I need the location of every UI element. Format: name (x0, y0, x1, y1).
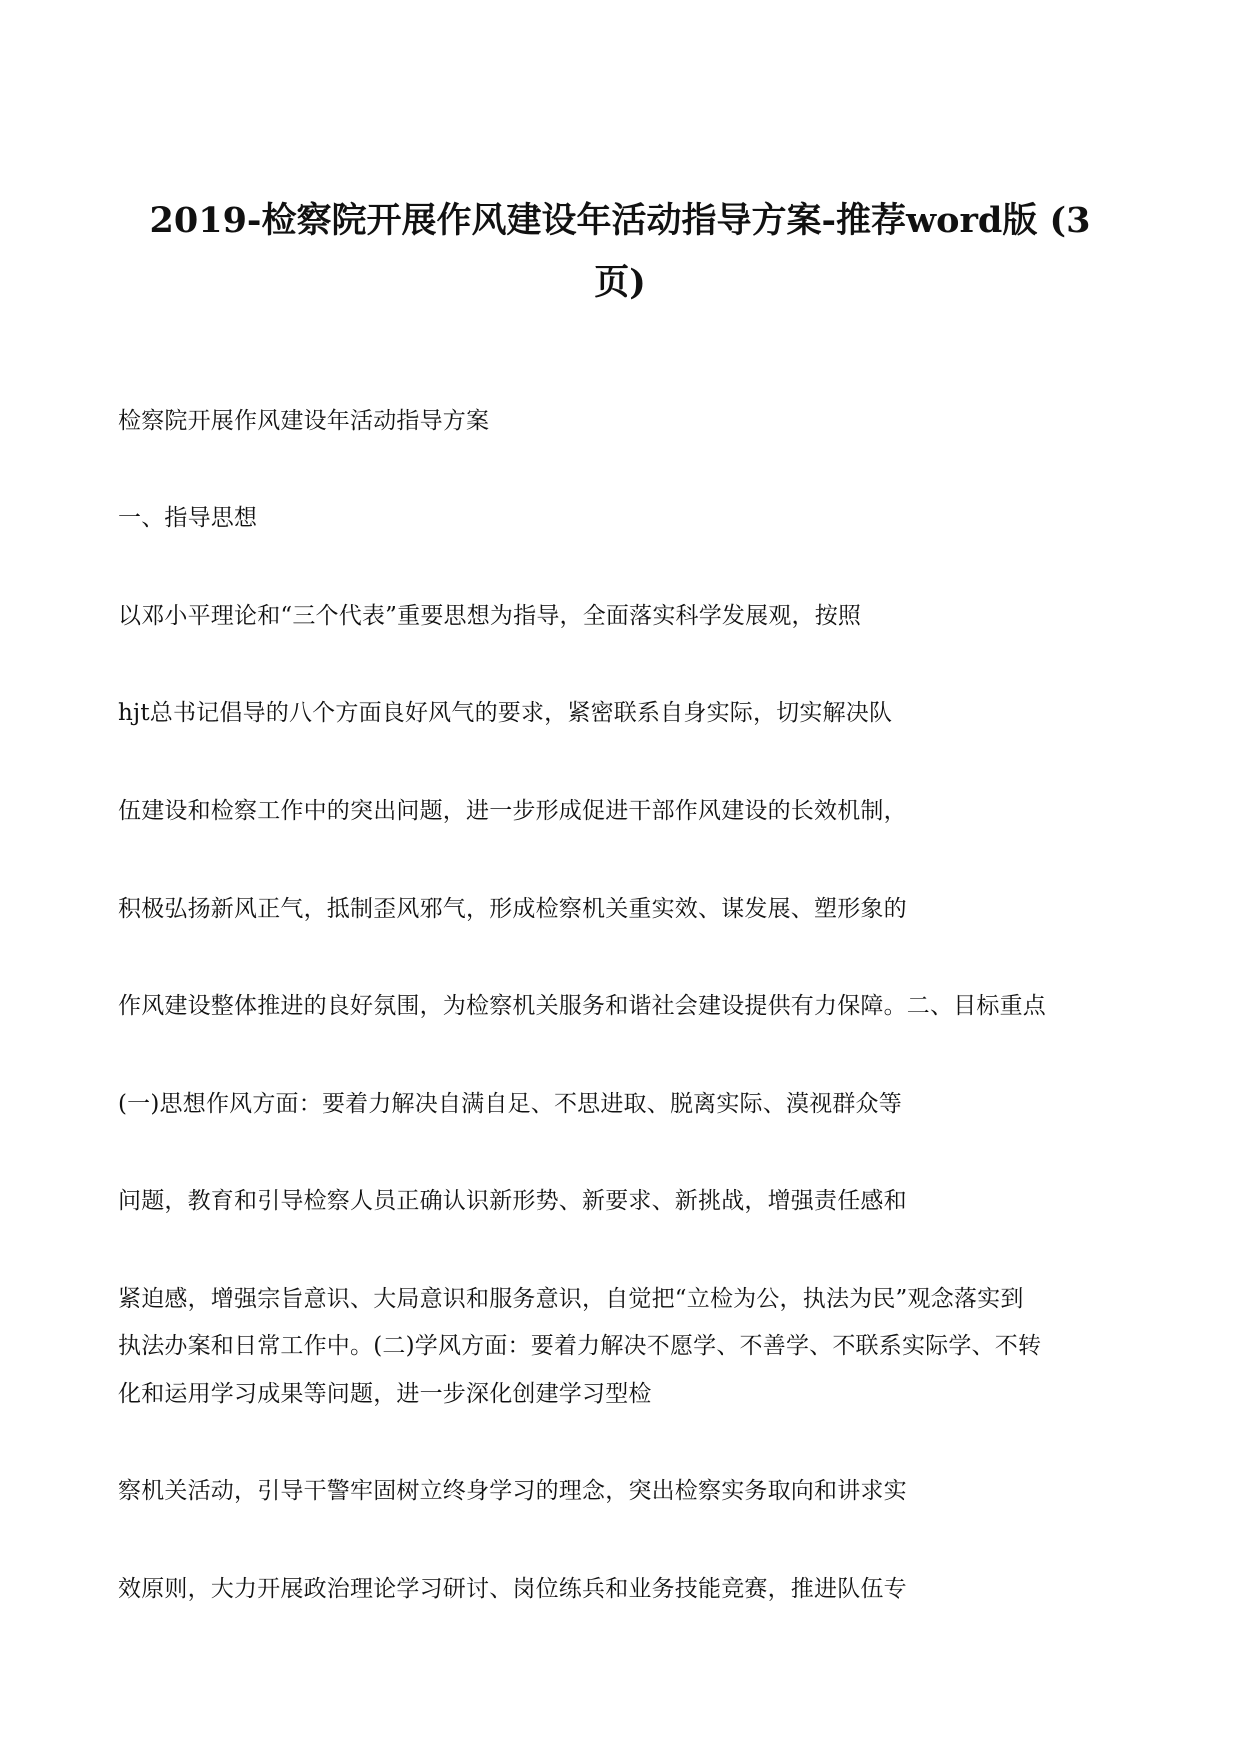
body-line: 积极弘扬新风正气，抵制歪风邪气，形成检察机关重实效、谋发展、塑形象的 (118, 896, 907, 922)
body-line: 作风建设整体推进的良好氛围，为检察机关服务和谐社会建设提供有力保障。二、目标重点 (118, 993, 1046, 1019)
body-line: 以邓小平理论和“三个代表”重要思想为指导，全面落实科学发展观，按照 (118, 603, 862, 629)
document-subtitle: 检察院开展作风建设年活动指导方案 (118, 408, 490, 434)
body-line: 紧迫感，增强宗旨意识、大局意识和服务意识，自觉把“立检为公，执法为民”观念落实到 (118, 1286, 1024, 1312)
body-line: 伍建设和检察工作中的突出问题，进一步形成促进干部作风建设的长效机制， (118, 798, 907, 824)
body-line: 化和运用学习成果等问题，进一步深化创建学习型检 (118, 1381, 652, 1407)
body-line: 问题，教育和引导检察人员正确认识新形势、新要求、新挑战，增强责任感和 (118, 1188, 907, 1214)
document-title-line-2: 页) (594, 262, 646, 303)
body-line: hjt总书记倡导的八个方面良好风气的要求，紧密联系自身实际，切实解决队 (118, 700, 893, 726)
body-line: 察机关活动，引导干警牢固树立终身学习的理念，突出检察实务取向和讲求实 (118, 1478, 907, 1504)
section-heading: 一、指导思想 (118, 505, 258, 531)
body-line: (一)思想作风方面：要着力解决自满自足、不思进取、脱离实际、漠视群众等 (118, 1091, 902, 1117)
body-line: 效原则，大力开展政治理论学习研讨、岗位练兵和业务技能竞赛，推进队伍专 (118, 1576, 907, 1602)
body-line: 执法办案和日常工作中。(二)学风方面：要着力解决不愿学、不善学、不联系实际学、不转 (118, 1333, 1042, 1359)
document-title-line-1: 2019-检察院开展作风建设年活动指导方案-推荐word版 (3 (149, 200, 1091, 241)
